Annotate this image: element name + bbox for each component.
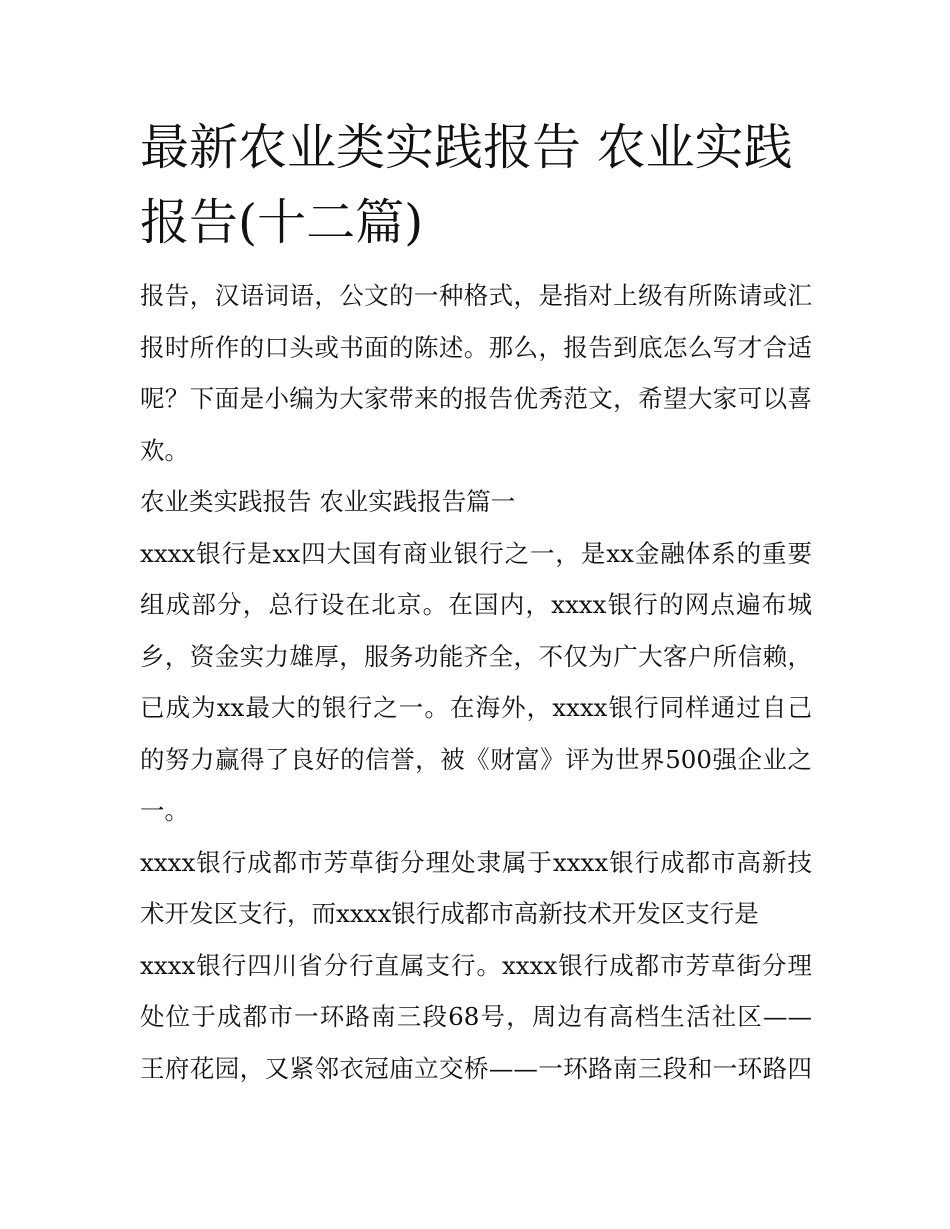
paragraph2-line-2: 术开发区支行，而xxxx银行成都市高新技术开发区支行是	[140, 899, 759, 928]
paragraph1-line-2: 组成部分，总行设在北京。在国内，xxxx银行的网点遍布城	[140, 590, 812, 619]
paragraph2-line-3: xxxx银行四川省分行直属支行。xxxx银行成都市芳草街分理	[140, 950, 812, 980]
paragraph1-line-1: xxxx银行是xx四大国有商业银行之一，是xx金融体系的重要	[140, 538, 812, 568]
paragraph1-line-3: 乡，资金实力雄厚，服务功能齐全，不仅为广大客户所信赖，	[140, 641, 812, 671]
intro-paragraph	[140, 270, 812, 476]
paragraph2-line-1: xxxx银行成都市芳草街分理处隶属于xxxx银行成都市高新技	[140, 847, 812, 877]
paragraph2-line-4: 处位于成都市一环路南三段68号，周边有高档生活社区——	[140, 1002, 812, 1031]
intro-line-3: 呢？下面是小编为大家带来的报告优秀范文，希望大家可以喜	[140, 384, 812, 413]
title-line-2: 报告(十二篇)	[140, 194, 424, 251]
paragraph1-line-4: 已成为xx最大的银行之一。在海外，xxxx银行同样通过自己	[140, 693, 812, 722]
document-title	[140, 110, 812, 260]
paragraph2-line-5: 王府花园，又紧邻衣冠庙立交桥——一环路南三段和一环路四	[140, 1053, 812, 1083]
intro-line-1: 报告，汉语词语，公文的一种格式，是指对上级有所陈请或汇	[140, 281, 812, 310]
body-paragraph-2	[140, 837, 812, 1095]
body-paragraph-1	[140, 528, 812, 837]
document-body	[140, 110, 812, 1094]
paragraph1-line-5: 的努力赢得了良好的信誉，被《财富》评为世界500强企业之	[140, 744, 812, 774]
intro-line-2: 报时所作的口头或书面的陈述。那么，报告到底怎么写才合适	[140, 332, 812, 362]
paragraph1-line-6: 一。	[140, 796, 189, 825]
section-heading: 农业类实践报告 农业实践报告篇一	[140, 487, 516, 516]
title-line-1: 最新农业类实践报告 农业实践	[140, 119, 793, 176]
intro-line-4: 欢。	[140, 435, 189, 465]
